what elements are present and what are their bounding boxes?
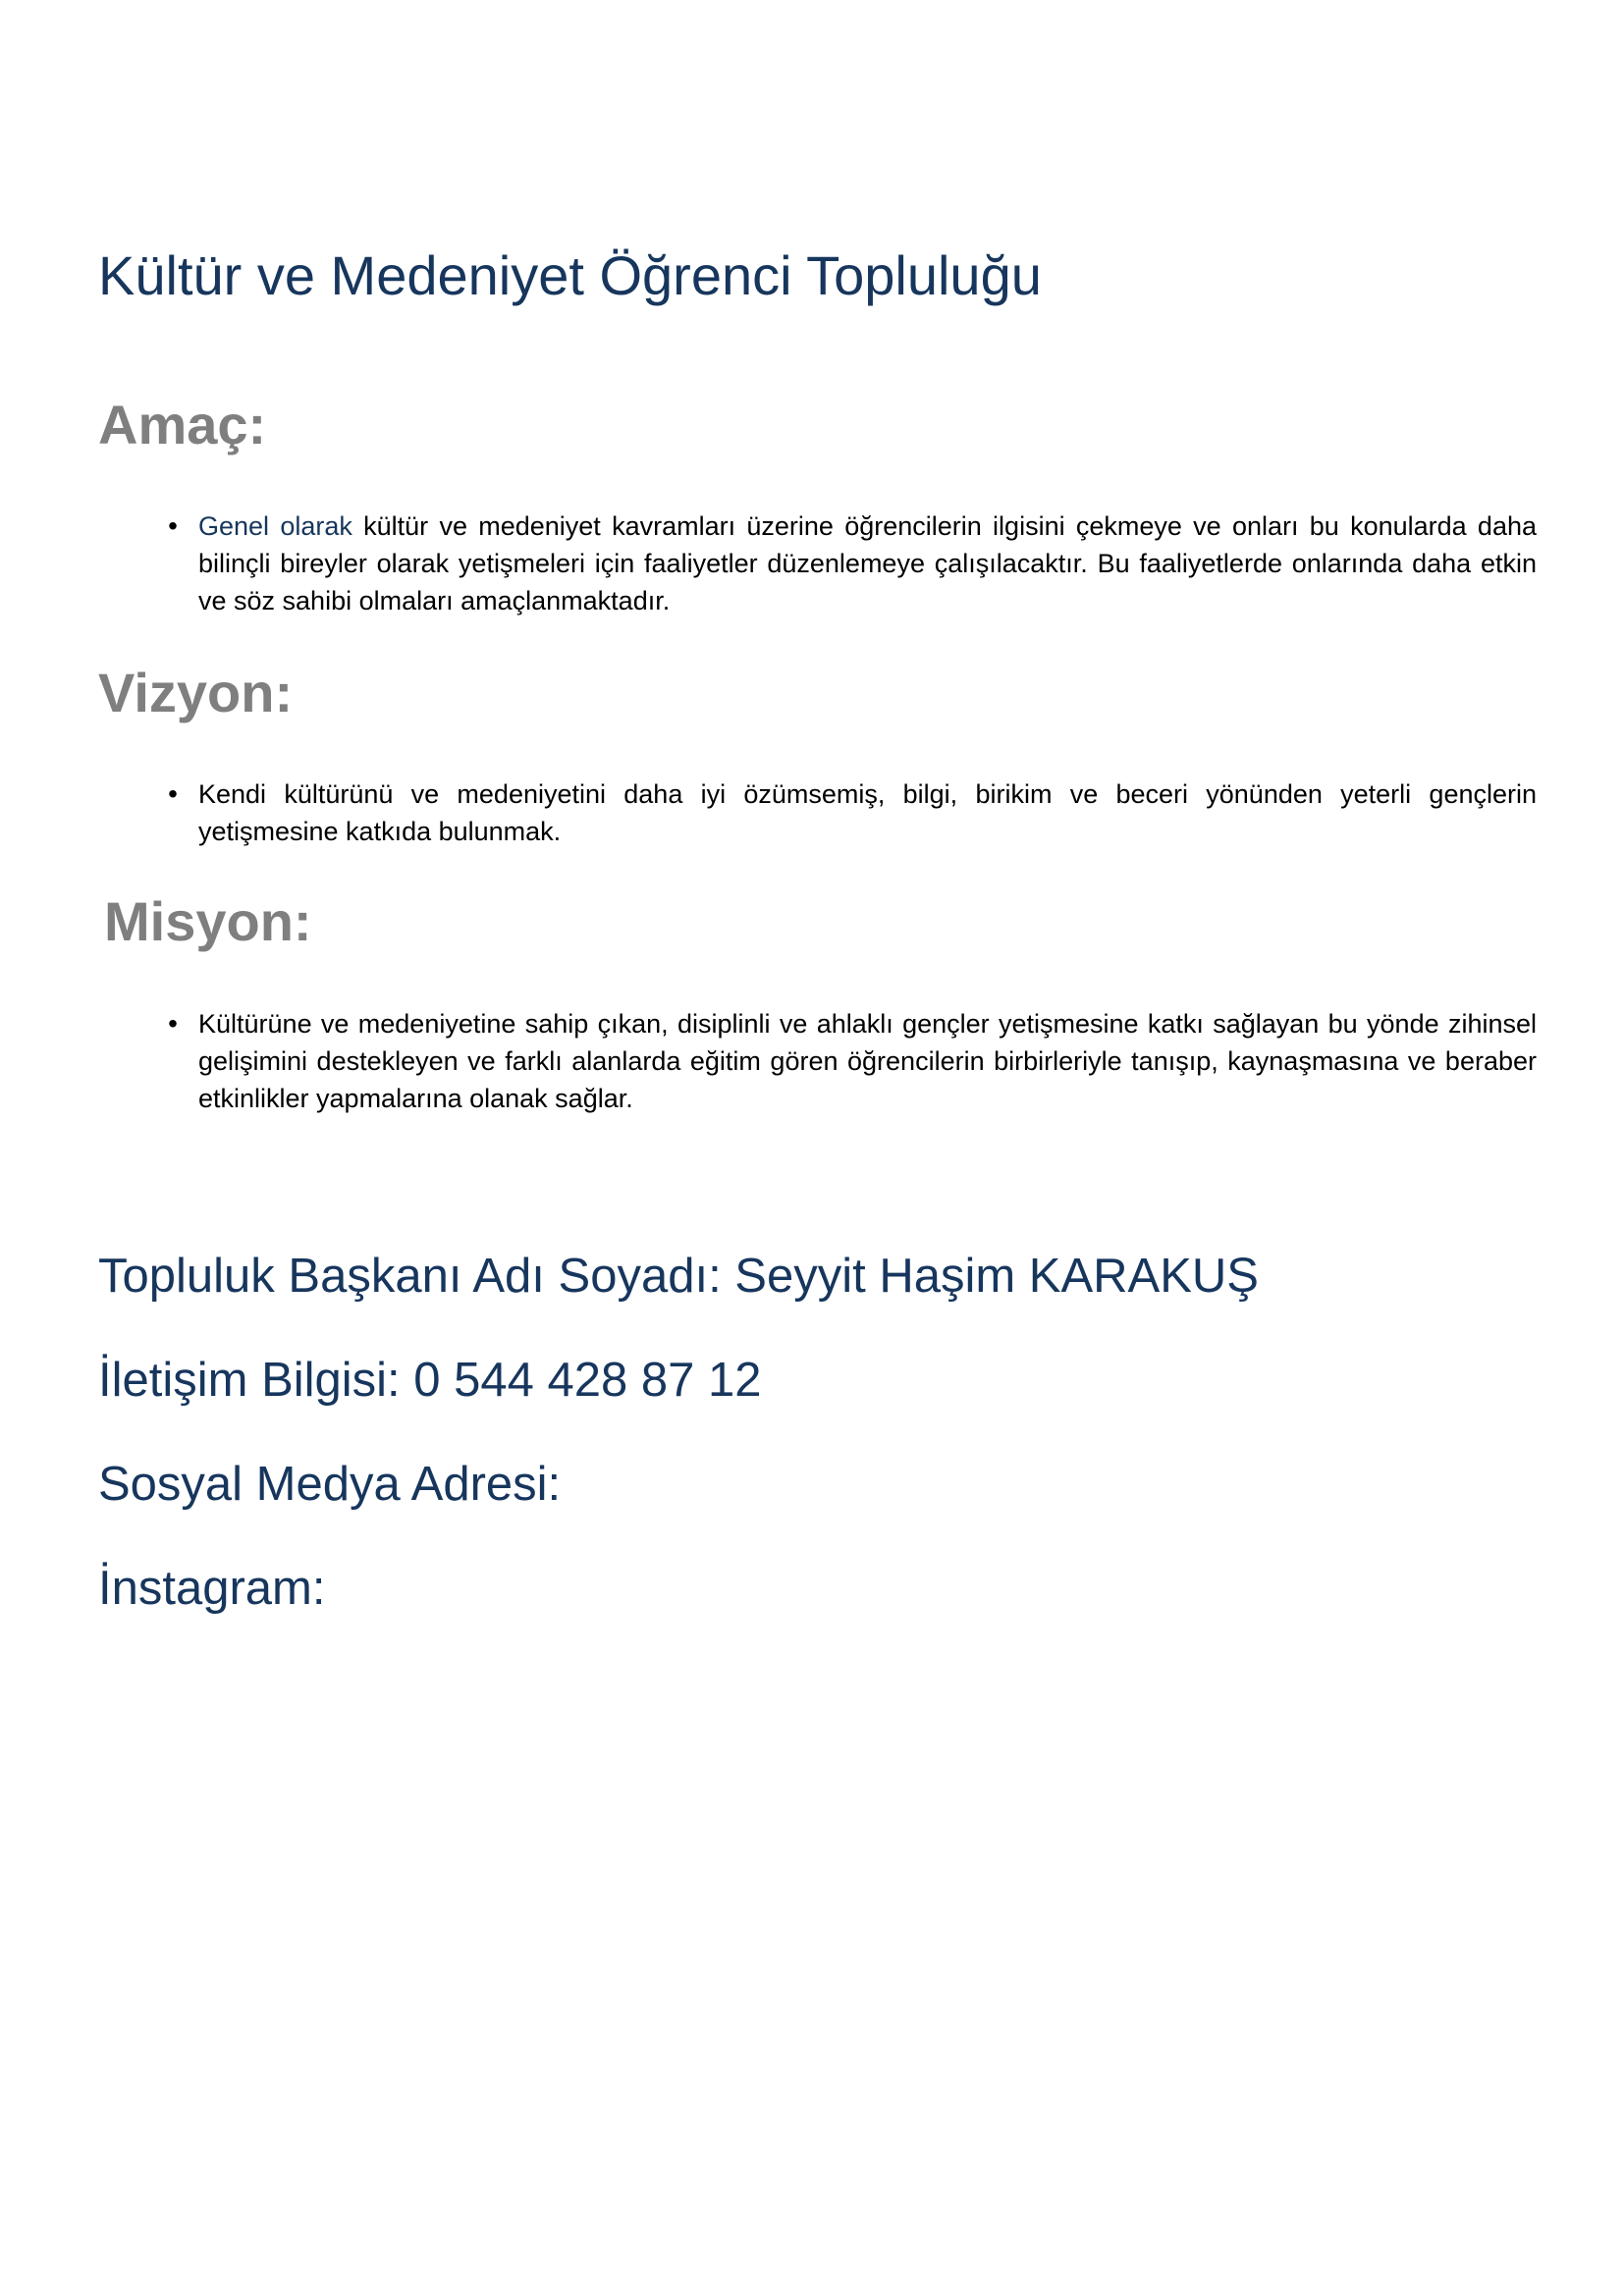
bullet-text-vizyon: Kendi kültürünü ve medeniyetini daha iyi özümsemiş, bilgi, birikim ve beceri yönünden yeterli gençlerin yetişmesine katkıda bulunmak. (198, 779, 1537, 846)
bullet-item-misyon (147, 1005, 1537, 1117)
contact-info: İletişim Bilgisi: 0 544 428 87 12 (98, 1354, 762, 1407)
bullet-dot-icon: • (168, 778, 178, 809)
instagram-label: İnstagram: (98, 1562, 326, 1615)
bullet-dot-icon: • (168, 510, 178, 541)
section-heading-amac: Amaç: (98, 394, 267, 455)
bullet-item-amac (147, 507, 1537, 619)
accent-text: Genel olarak (198, 511, 352, 541)
bullet-text-misyon: Kültürüne ve medeniyetine sahip çıkan, disiplinli ve ahlaklı gençler yetişmesine katkı sağlayan bu yönde zihinsel gelişimini destekleyen ve farklı alanlarda eğitim gören öğrencilerin birbirleriyle tanışıp, kaynaşmasına ve beraber etkinlikler yapmalarına olanak sağlar. (198, 1009, 1537, 1113)
social-media-label: Sosyal Medya Adresi: (98, 1458, 562, 1511)
bullet-item-vizyon (147, 775, 1537, 850)
bullet-dot-icon: • (168, 1008, 178, 1039)
section-heading-vizyon: Vizyon: (98, 662, 294, 723)
bullet-text-amac (198, 507, 1537, 619)
body-text: kültür ve medeniyet kavramları üzerine öğrencilerin ilgisini çekmeye ve onları bu konularda daha bilinçli bireyler olarak yetişmeleri için faaliyetler düzenlemeye çalışılacaktır. Bu faaliyetlerde onlarında daha etkin ve söz sahibi olmaları amaçlanmaktadır. (198, 511, 1537, 615)
page-title: Kültür ve Medeniyet Öğrenci Topluluğu (98, 244, 1042, 306)
president-info: Topluluk Başkanı Adı Soyadı: Seyyit Haşim KARAKUŞ (98, 1250, 1259, 1303)
section-heading-misyon: Misyon: (104, 890, 312, 952)
